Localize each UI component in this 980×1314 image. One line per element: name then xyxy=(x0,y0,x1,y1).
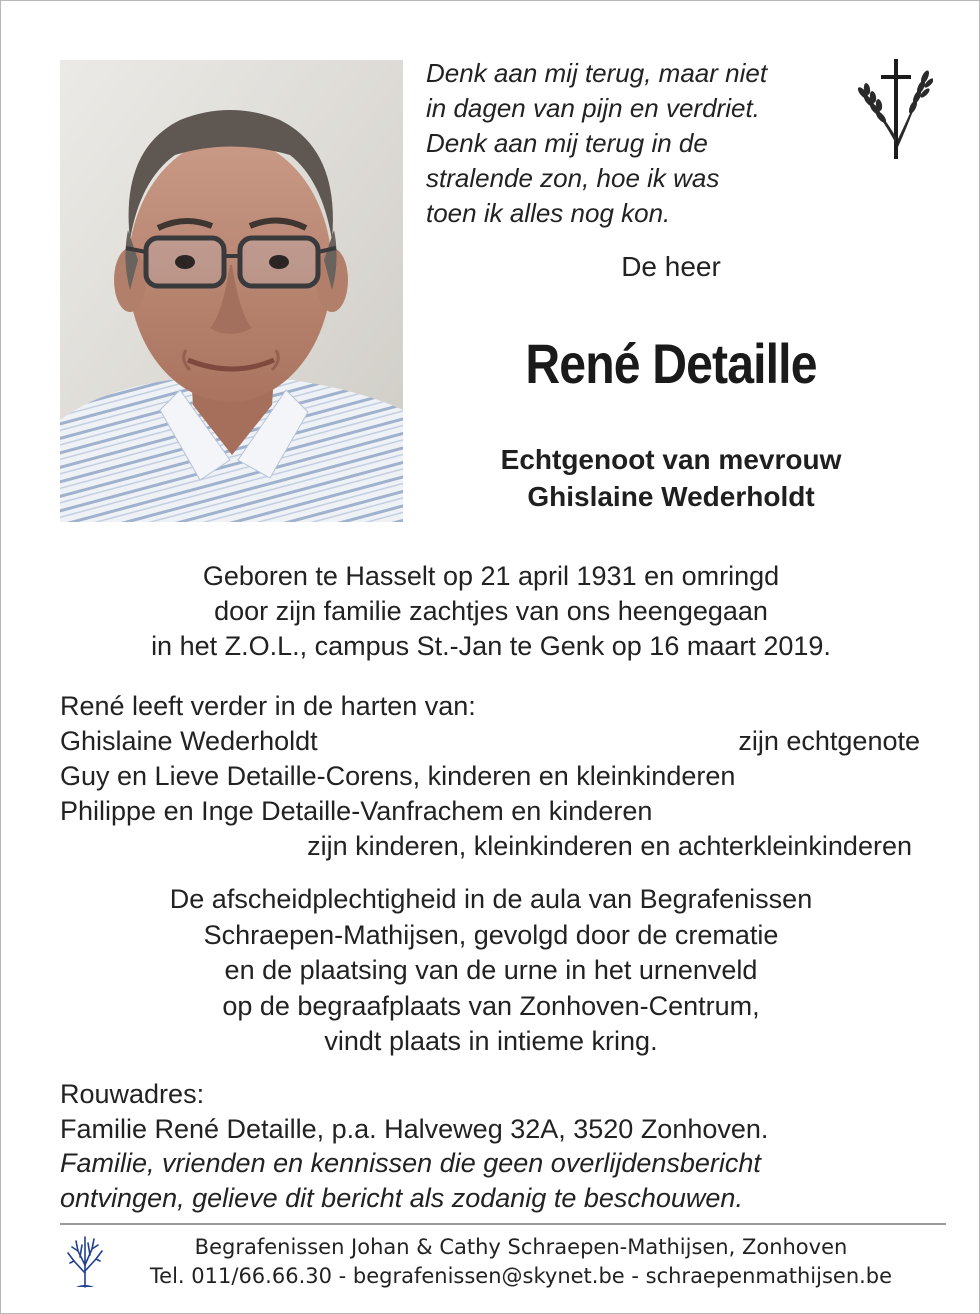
survivor-row: Philippe en Inge Detaille-Vanfrachem en kinderen xyxy=(60,796,653,826)
honorific: De heer xyxy=(621,251,721,282)
birth-line: in het Z.O.L., campus St.-Jan te Genk op 16 maart 2019. xyxy=(151,631,831,661)
footer-divider xyxy=(60,1223,946,1225)
funeral-home-name: Begrafenissen Johan & Cathy Schraepen-Mathijsen, Zonhoven xyxy=(194,1235,848,1259)
portrait-illustration xyxy=(60,60,403,522)
survivor-relation: zijn echtgenote xyxy=(738,726,920,756)
survivors-intro: René leeft verder in de harten van: xyxy=(60,691,476,721)
portrait-photo xyxy=(60,60,403,522)
address-note: ontvingen, gelieve dit bericht als zodanig te beschouwen. xyxy=(60,1182,743,1213)
survivors-list xyxy=(60,689,920,864)
address-note: Familie, vrienden en kennissen die geen overlijdensbericht xyxy=(60,1148,761,1178)
poem-line: Denk aan mij terug in de xyxy=(426,128,708,158)
birth-death-text xyxy=(41,559,941,664)
survivor-name: Ghislaine Wederholdt xyxy=(60,726,318,756)
poem xyxy=(426,56,846,231)
ceremony-line: op de begraafplaats van Zonhoven-Centrum, xyxy=(222,990,760,1021)
ceremony-line: De afscheidplechtigheid in de aula van Begrafenissen xyxy=(169,884,813,914)
poem-line: Denk aan mij terug, maar niet xyxy=(426,58,768,88)
funeral-home-contact: Tel. 011/66.66.30 - begrafenissen@skynet.be - schraepenmathijsen.be xyxy=(149,1264,893,1288)
funeral-home-footer xyxy=(101,1233,941,1291)
survivor-closing: zijn kinderen, kleinkinderen en achterkleinkinderen xyxy=(307,831,912,861)
address-label: Rouwadres: xyxy=(60,1079,205,1109)
poem-line: in dagen van pijn en verdriet. xyxy=(426,93,760,123)
ceremony-text xyxy=(41,882,941,1060)
birth-line: door zijn familie zachtjes van ons heengegaan xyxy=(214,596,768,626)
address-value: Familie René Detaille, p.a. Halveweg 32A, 3520 Zonhoven. xyxy=(60,1113,769,1144)
survivor-row xyxy=(60,724,920,759)
ceremony-line: Schraepen-Mathijsen, gevolgd door de crematie xyxy=(203,919,779,950)
spouse-line: Echtgenoot van mevrouw xyxy=(500,444,842,475)
spouse-name: Ghislaine Wederholdt xyxy=(527,481,815,512)
ceremony-line: vindt plaats in intieme kring. xyxy=(324,1026,658,1056)
poem-line: toen ik alles nog kon. xyxy=(426,198,671,228)
poem-line: stralende zon, hoe ik was xyxy=(426,163,720,193)
survivor-row: Guy en Lieve Detaille-Corens, kinderen en kleinkinderen xyxy=(60,761,736,791)
survivor-row xyxy=(60,829,920,864)
ceremony-line: en de plaatsing van de urne in het urnenveld xyxy=(224,955,758,985)
tree-logo-icon xyxy=(64,1233,106,1289)
birth-line: Geboren te Hasselt op 21 april 1931 en omringd xyxy=(202,561,780,591)
spouse-block xyxy=(431,441,911,515)
cross-with-wheat-icon xyxy=(853,59,933,161)
deceased-name: René Detaille xyxy=(525,332,817,395)
mourning-address xyxy=(60,1077,940,1215)
